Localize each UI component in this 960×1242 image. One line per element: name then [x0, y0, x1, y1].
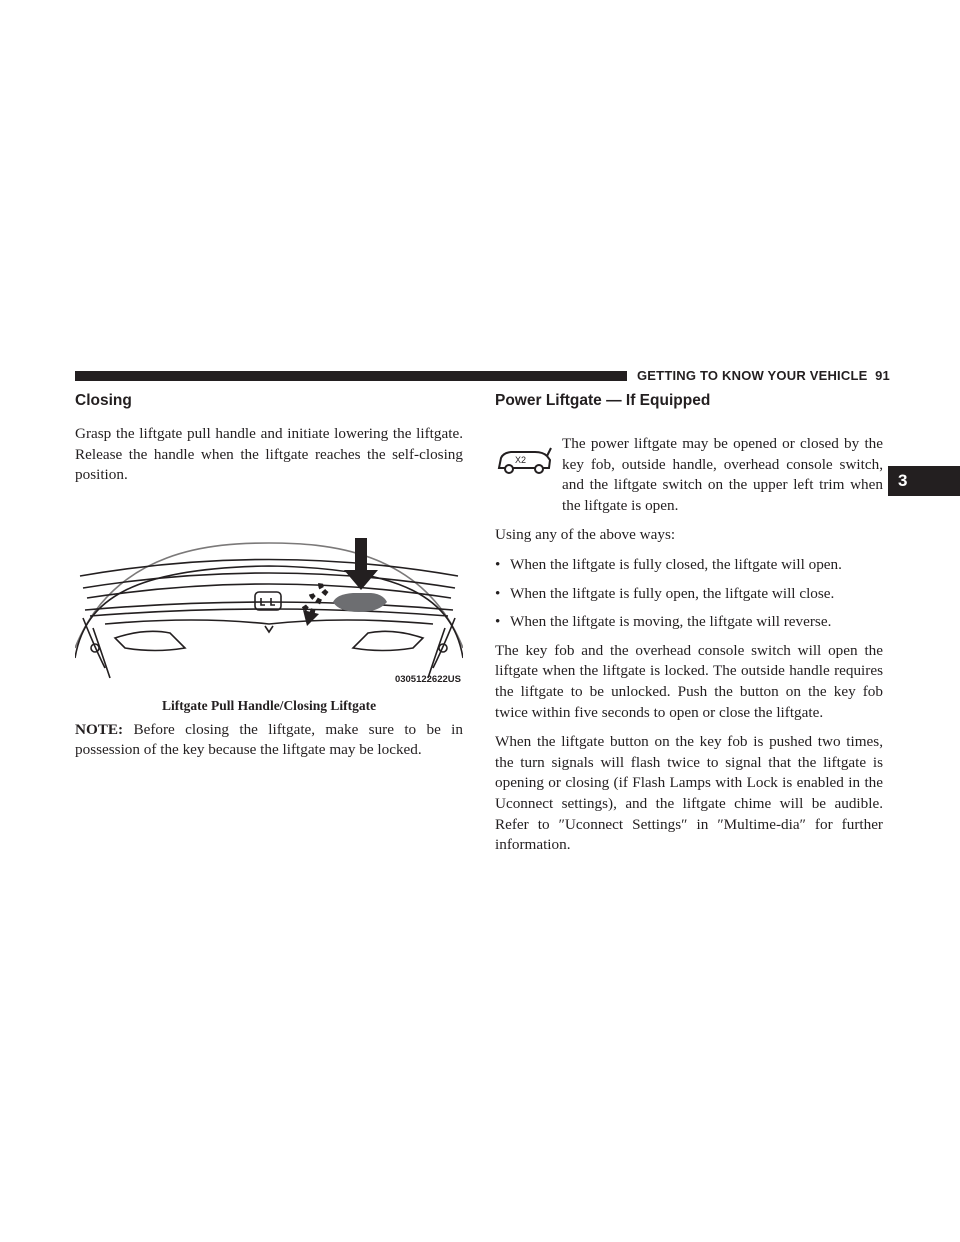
- closing-paragraph: Grasp the liftgate pull handle and initiate lowering the liftgate. Release the handle when the liftgate reaches the self-closing position.: [75, 425, 463, 484]
- page-number: 91: [875, 368, 890, 383]
- list-item: • When the liftgate is fully closed, the liftgate will open.: [495, 555, 842, 573]
- right-column: [495, 390, 883, 865]
- list-item: • When the liftgate is fully open, the liftgate will close.: [495, 584, 835, 602]
- header-section-title: GETTING TO KNOW YOUR VEHICLE: [637, 368, 868, 383]
- closing-heading: Closing: [75, 392, 132, 409]
- chapter-tab: 3: [888, 466, 960, 496]
- keyfob-paragraph: The key fob and the overhead console switch will open the liftgate when the liftgate is locked. The outside handle requires the liftgate to be unlocked. Push the button on the key fob twice within five seconds to open or close the liftgate.: [495, 641, 883, 721]
- power-liftgate-heading: Power Liftgate — If Equipped: [495, 392, 711, 409]
- icon-x2-label: X2: [515, 455, 527, 465]
- note-text: Before closing the liftgate, make sure to be in possession of the key because the liftgate may be locked.: [75, 720, 463, 759]
- header-rule: [75, 371, 627, 381]
- keyfob-icon-block: [495, 434, 883, 516]
- ways-lead: Using any of the above ways:: [495, 526, 676, 544]
- figure-caption: Liftgate Pull Handle/Closing Liftgate: [161, 697, 377, 713]
- chime-paragraph: When the liftgate button on the key fob is pushed two times, the turn signals will flash twice to signal that the liftgate is opening or closing (if Flash Lamps with Lock is enabled in the Uconnect settings), and the liftgate chime will be audible. Refer to ″Uconnect Settings″ in ″Multime-dia″ for further information.: [495, 733, 883, 854]
- left-column: [75, 390, 463, 770]
- note-label: NOTE:: [75, 720, 124, 738]
- power-liftgate-intro: The power liftgate may be opened or closed by the key fob, outside handle, overhead console switch, and the liftgate switch on the upper left trim when the liftgate is open.: [562, 435, 883, 514]
- list-item: • When the liftgate is moving, the liftgate will reverse.: [495, 613, 832, 631]
- operation-list: [495, 555, 883, 633]
- closing-note: [75, 720, 463, 761]
- figure-code: 0305122622US: [394, 673, 461, 685]
- liftgate-keyfob-icon: [495, 434, 553, 492]
- running-header: [637, 368, 890, 383]
- liftgate-figure: [75, 498, 463, 708]
